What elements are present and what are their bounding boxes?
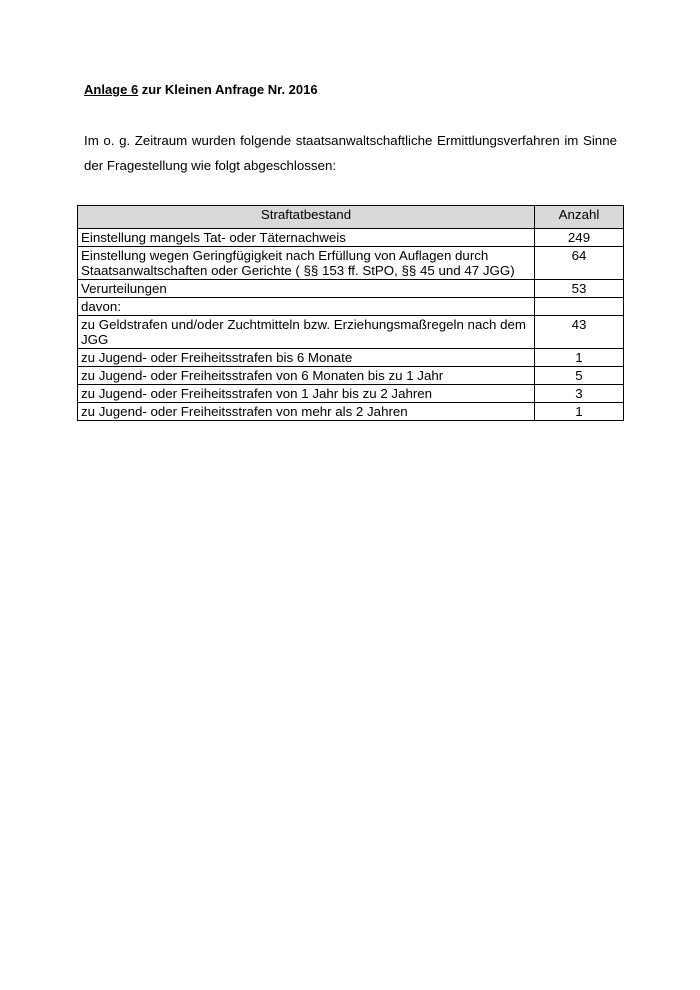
row-label: Einstellung mangels Tat- oder Täternachweis [78,229,535,247]
results-table [77,205,624,421]
document-heading [84,82,318,97]
row-label: zu Jugend- oder Freiheitsstrafen von 6 Monaten bis zu 1 Jahr [78,367,535,385]
row-count [535,298,624,316]
row-count: 64 [535,247,624,280]
row-count: 1 [535,349,624,367]
table-row [78,349,624,367]
row-label: zu Jugend- oder Freiheitsstrafen bis 6 Monate [78,349,535,367]
row-label: zu Jugend- oder Freiheitsstrafen von 1 Jahr bis zu 2 Jahren [78,385,535,403]
row-count: 3 [535,385,624,403]
row-label: davon: [78,298,535,316]
row-count: 1 [535,403,624,421]
table-row [78,367,624,385]
row-label: Verurteilungen [78,280,535,298]
heading-title-rest: zur Kleinen Anfrage Nr. 2016 [138,82,318,97]
table-row [78,280,624,298]
row-count: 43 [535,316,624,349]
intro-paragraph: Im o. g. Zeitraum wurden folgende staatsanwaltschaftliche Ermittlungsverfahren im Sinne der Fragestellung wie folgt abgeschlossen: [84,133,617,173]
table-row [78,385,624,403]
row-label: zu Geldstrafen und/oder Zuchtmitteln bzw. Erziehungsmaßregeln nach dem JGG [78,316,535,349]
table-row [78,229,624,247]
row-label: Einstellung wegen Geringfügigkeit nach Erfüllung von Auflagen durch Staatsanwaltschaften oder Gerichte ( §§ 153 ff. StPO, §§ 45 und 47 JGG) [78,247,535,280]
table-header-row [78,206,624,229]
row-count: 53 [535,280,624,298]
row-label: zu Jugend- oder Freiheitsstrafen von mehr als 2 Jahren [78,403,535,421]
table-row [78,247,624,280]
column-header-count: Anzahl [535,206,624,229]
heading-anlage-label: Anlage 6 [84,82,139,97]
row-count: 249 [535,229,624,247]
table-row [78,403,624,421]
table-row [78,298,624,316]
column-header-offense: Straftatbestand [78,206,535,229]
row-count: 5 [535,367,624,385]
table-row [78,316,624,349]
